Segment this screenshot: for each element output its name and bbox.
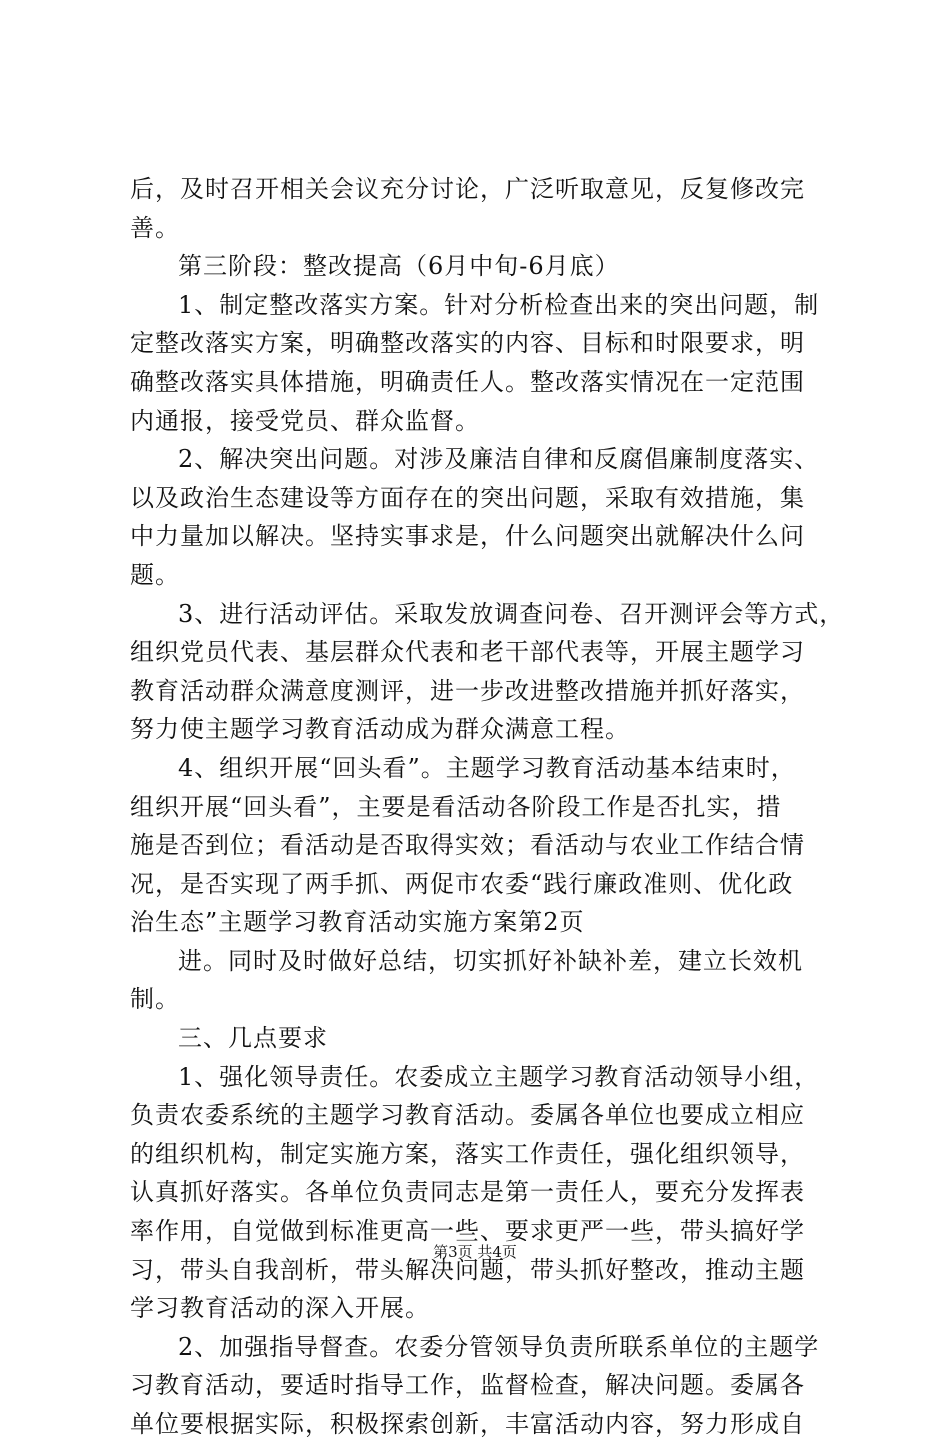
paragraph-start: 2、解决突出问题。对涉及廉洁自律和反腐倡廉制度落实、 bbox=[178, 445, 820, 474]
paragraph-start: 1、强化领导责任。农委成立主题学习教育活动领导小组， bbox=[178, 1062, 820, 1091]
text-line: 治生态”主题学习教育活动实施方案第2页 bbox=[130, 908, 585, 937]
text-line: 率作用，自觉做到标准更高一些、要求更严一些，带头搞好学 bbox=[130, 1217, 805, 1246]
text-line: 题。 bbox=[130, 560, 180, 589]
text-line: 的组织机构，制定实施方案，落实工作责任，强化组织领导， bbox=[130, 1139, 805, 1168]
text-line: 施是否到位；看活动是否取得实效；看活动与农业工作结合情 bbox=[130, 831, 805, 860]
text-line: 负责农委系统的主题学习教育活动。委属各单位也要成立相应 bbox=[130, 1101, 805, 1130]
text-line: 努力使主题学习教育活动成为群众满意工程。 bbox=[130, 715, 630, 744]
text-line: 单位要根据实际，积极探索创新，丰富活动内容，努力形成自 bbox=[130, 1410, 805, 1438]
text-line: 组织党员代表、基层群众代表和老干部代表等，开展主题学习 bbox=[130, 638, 805, 667]
paragraph-start: 4、组织开展“回头看”。主题学习教育活动基本结束时， bbox=[178, 753, 796, 782]
text-line: 学习教育活动的深入开展。 bbox=[130, 1294, 430, 1323]
section-heading-requirements: 三、几点要求 bbox=[178, 1024, 328, 1053]
text-line: 认真抓好落实。各单位负责同志是第一责任人，要充分发挥表 bbox=[130, 1178, 805, 1207]
paragraph-start: 进。同时及时做好总结，切实抓好补缺补差，建立长效机 bbox=[178, 946, 803, 975]
text-line: 教育活动群众满意度测评，进一步改进整改措施并抓好落实， bbox=[130, 676, 805, 705]
text-line: 后，及时召开相关会议充分讨论，广泛听取意见，反复修改完 bbox=[130, 175, 805, 203]
text-line: 内通报，接受党员、群众监督。 bbox=[130, 406, 480, 435]
paragraph-start: 1、制定整改落实方案。针对分析检查出来的突出问题，制 bbox=[178, 290, 820, 319]
text-line: 组织开展“回头看”，主要是看活动各阶段工作是否扎实，措 bbox=[130, 792, 782, 821]
text-line: 确整改落实具体措施，明确责任人。整改落实情况在一定范围 bbox=[130, 367, 805, 396]
paragraph-start: 3、进行活动评估。采取发放调查问卷、召开测评会等方式， bbox=[178, 599, 845, 628]
text-line: 定整改落实方案，明确整改落实的内容、目标和时限要求，明 bbox=[130, 329, 805, 358]
text-line: 以及政治生态建设等方面存在的突出问题，采取有效措施，集 bbox=[130, 483, 805, 512]
text-line: 善。 bbox=[130, 213, 180, 242]
paragraph-start: 2、加强指导督查。农委分管领导负责所联系单位的主题学 bbox=[178, 1332, 820, 1361]
text-line: 习，带头自我剖析，带头解决问题，带头抓好整改，推动主题 bbox=[130, 1255, 805, 1284]
section-heading-stage-three: 第三阶段：整改提高（6月中旬-6月底） bbox=[178, 252, 620, 281]
text-line: 制。 bbox=[130, 985, 180, 1014]
text-line: 况，是否实现了两手抓、两促市农委“践行廉政准则、优化政 bbox=[130, 869, 794, 898]
page-number-footer: 第3页 共4页 bbox=[433, 1243, 517, 1261]
text-line: 习教育活动，要适时指导工作，监督检查，解决问题。委属各 bbox=[130, 1371, 805, 1400]
text-line: 中力量加以解决。坚持实事求是，什么问题突出就解决什么问 bbox=[130, 522, 805, 551]
